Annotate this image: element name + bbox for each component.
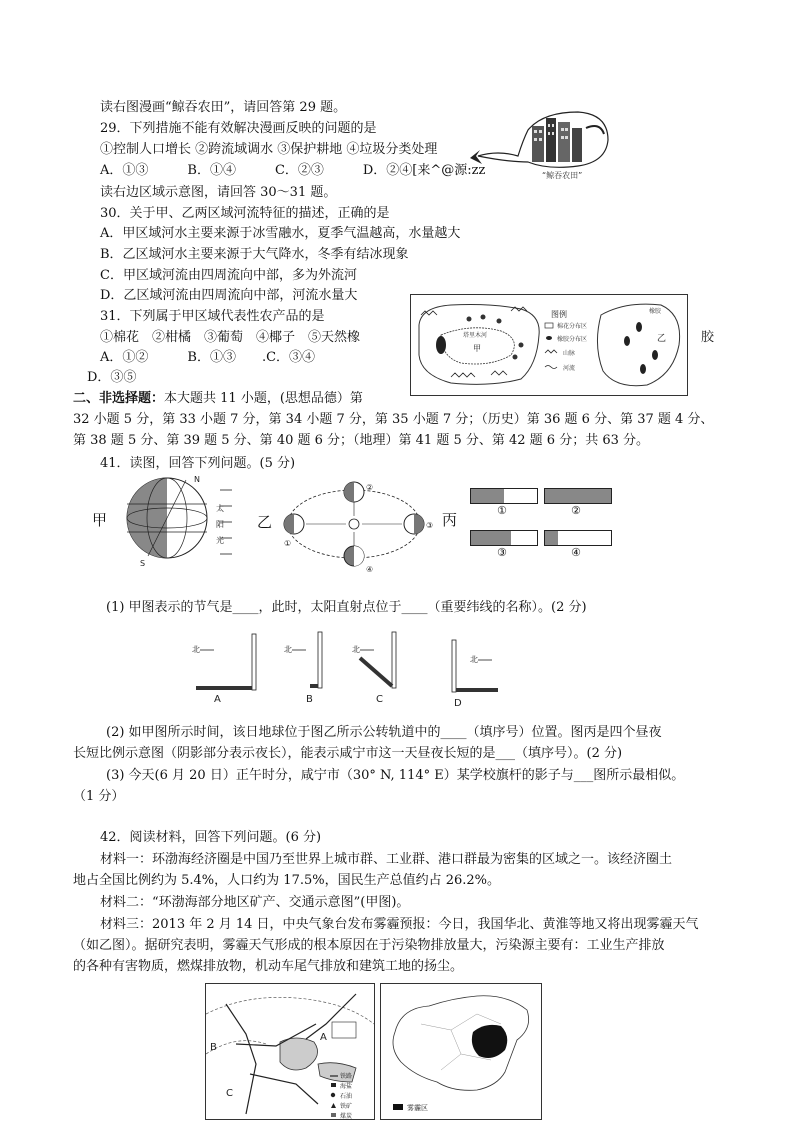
q31-option-d: D．③⑤	[87, 370, 137, 385]
orbit-label-1: ①	[284, 539, 292, 548]
earth-position-4	[344, 546, 364, 566]
legend-coal: 煤炭	[340, 1113, 353, 1119]
q31-options: A．①② B．①③ .C．③④	[100, 350, 316, 365]
rubber-tag: 橡胶	[649, 308, 662, 315]
q30-option-d: D．乙区域河流由四周流向中部，河流水量大	[100, 288, 358, 303]
legend-railway: 铁路	[340, 1073, 353, 1080]
north-c: 北	[352, 645, 360, 654]
bohai-map	[205, 983, 375, 1120]
q29-options: A．①③ B．①④ C．②③ D．②④[来^@源:zz	[100, 163, 486, 178]
q41-stem: 41．读图，回答下列问题。(5 分)	[100, 456, 296, 471]
daylight-bar-label-3: ③	[497, 546, 507, 559]
sun-rays-label: 太阳光	[215, 504, 225, 552]
globe-south: S	[140, 559, 146, 568]
bohai-label-b: B	[210, 1042, 217, 1053]
legend-iron: 铁矿	[340, 1103, 353, 1110]
north-b: 北	[284, 645, 292, 654]
q42-m3b: （如乙图）。据研究表明，雾霾天气形成的根本原因在于污染物排放量大，污染源主要有：工业生产排放	[73, 938, 665, 953]
orbit-label-3: ③	[426, 521, 434, 530]
orbit-figure	[278, 474, 438, 574]
q41-sub2a: (2) 如甲图所示时间，该日地球位于图乙所示公转轨道中的____（填序号）位置。图丙是四个昼夜	[106, 725, 662, 740]
daylight-bar-label-4: ④	[571, 546, 581, 559]
q42-m1a: 材料一：环渤海经济圈是中国乃至世界上城市群、工业群、港口群最为密集的区域之一。该经济圈土	[100, 852, 673, 867]
orbit-label-4: ④	[366, 565, 374, 574]
q30-option-b: B．乙区域河水主要来源于大气降水，冬季有结冰现象	[100, 247, 409, 262]
legend-rubber: 橡胶分布区	[557, 336, 588, 343]
flagpole-shadows	[186, 628, 516, 710]
q31-stem: 31．下列属于甲区域代表性农产品的是	[100, 309, 325, 324]
region-yi-label: 乙	[657, 334, 667, 344]
night-fill-2	[545, 489, 611, 503]
q30-stem: 30．关于甲、乙两区域河流特征的描述，正确的是	[100, 206, 390, 221]
q31-items: ①棉花 ②柑橘 ③葡萄 ④椰子 ⑤天然橡	[100, 330, 361, 345]
haze-legend: 雾霾区	[407, 1104, 428, 1112]
daylight-bar-3	[470, 530, 538, 546]
fig-jia-label: 甲	[92, 511, 108, 529]
intro-29: 读右图漫画“鲸吞农田”，请回答第 29 题。	[100, 100, 347, 115]
q42-m2: 材料二：“环渤海部分地区矿产、交通示意图”(甲图)。	[100, 895, 410, 910]
legend-oil: 石油	[340, 1093, 353, 1100]
desert-label: 塔里木河	[463, 332, 488, 339]
section2-line2: 32 小题 5 分，第 33 小题 7 分，第 34 小题 7 分，第 35 小题 7 分；（历史）第 36 题 6 分、第 37 题 4 分、	[73, 412, 714, 427]
q30-option-a: A．甲区域河水主要来源于冰雪融水，夏季气温越高，水量越大	[100, 226, 461, 241]
orbit-label-2: ②	[366, 483, 374, 492]
q30-option-c: C．甲区域河流由四周流向中部，多为外流河	[100, 268, 357, 283]
night-fill-1	[471, 489, 504, 503]
legend-mountain: 山脉	[563, 350, 576, 357]
q42-m3a: 材料三：2013 年 2 月 14 日，中央气象台发布雾霾预报：今日，我国华北、黄淮等地又将出现雾霾天气	[100, 917, 699, 932]
north-d: 北	[470, 655, 478, 664]
legend-cotton: 棉花分布区	[557, 323, 588, 330]
shadow-label-d: D	[454, 698, 462, 709]
globe-north: N	[194, 475, 200, 484]
legend-title: 图例	[551, 310, 567, 319]
intro-30: 读右边区域示意图，请回答 30～31 题。	[100, 185, 337, 200]
q41-sub2b: 长短比例示意图（阴影部分表示夜长），能表示咸宁市这一天昼夜长短的是___（填序号）。(2 分)	[73, 746, 623, 761]
night-fill-3	[471, 531, 511, 545]
whale-caption: “鲸吞农田”	[542, 171, 583, 180]
q29-items: ①控制人口增长 ②跨流域调水 ③保护耕地 ④垃圾分类处理	[100, 142, 438, 157]
section2-line3: 第 38 题 5 分、第 39 题 5 分、第 40 题 6 分；（地理）第 41 题 5 分、第 42 题 6 分；共 63 分。	[73, 433, 650, 448]
q41-sub3a: (3) 今天(6 月 20 日）正午时分，咸宁市（30° N, 114° E）某学校旗杆的影子与___图所示最相似。	[106, 768, 685, 783]
night-fill-4	[545, 531, 558, 545]
daylight-bar-1	[470, 488, 538, 504]
region-jia-label: 甲	[473, 344, 481, 353]
fig-bing-label: 丙	[442, 511, 458, 529]
bohai-label-a: A	[320, 1032, 327, 1043]
whale-cartoon	[468, 100, 618, 182]
bohai-label-c: C	[226, 1088, 233, 1099]
region-map	[410, 294, 688, 396]
q29-stem: 29．下列措施不能有效解决漫画反映的问题的是	[100, 121, 377, 136]
haze-map	[380, 983, 542, 1120]
daylight-bar-label-1: ①	[497, 504, 507, 517]
earth-position-2	[344, 482, 364, 502]
section2-title: 二、非选择题：	[73, 391, 165, 406]
q42-m1b: 地占全国比例约为 5.4%，人口约为 17.5%，国民生产总值约占 26.2%。	[73, 873, 501, 888]
section2-line1: 本大题共 11 小题，(思想品德）第	[164, 391, 363, 406]
fig-yi-label: 乙	[257, 513, 273, 531]
q41-sub1: (1) 甲图表示的节气是____，此时，太阳直射点位于____（重要纬线的名称）。(2 分)	[106, 600, 587, 615]
q41-sub3b: （1 分）	[73, 789, 125, 804]
earth-position-3	[404, 514, 424, 534]
q42-m3c: 的各种有害物质，燃煤排放物，机动车尾气排放和建筑工地的扬尘。	[73, 959, 464, 974]
globe-figure	[120, 474, 240, 570]
q42-stem: 42．阅读材料，回答下列问题。(6 分)	[100, 830, 322, 845]
shadow-label-c: C	[376, 694, 383, 705]
q31-items-tail: 胶	[701, 330, 715, 345]
daylight-bar-4	[544, 530, 612, 546]
shadow-label-b: B	[306, 694, 313, 705]
north-a: 北	[192, 645, 200, 654]
legend-river: 河流	[563, 365, 576, 372]
daylight-bar-2	[544, 488, 612, 504]
daylight-bars	[470, 488, 620, 578]
legend-sea-salt: 海盐	[340, 1083, 353, 1090]
daylight-bar-label-2: ②	[571, 504, 581, 517]
shadow-label-a: A	[214, 694, 221, 705]
earth-position-1	[284, 514, 304, 534]
